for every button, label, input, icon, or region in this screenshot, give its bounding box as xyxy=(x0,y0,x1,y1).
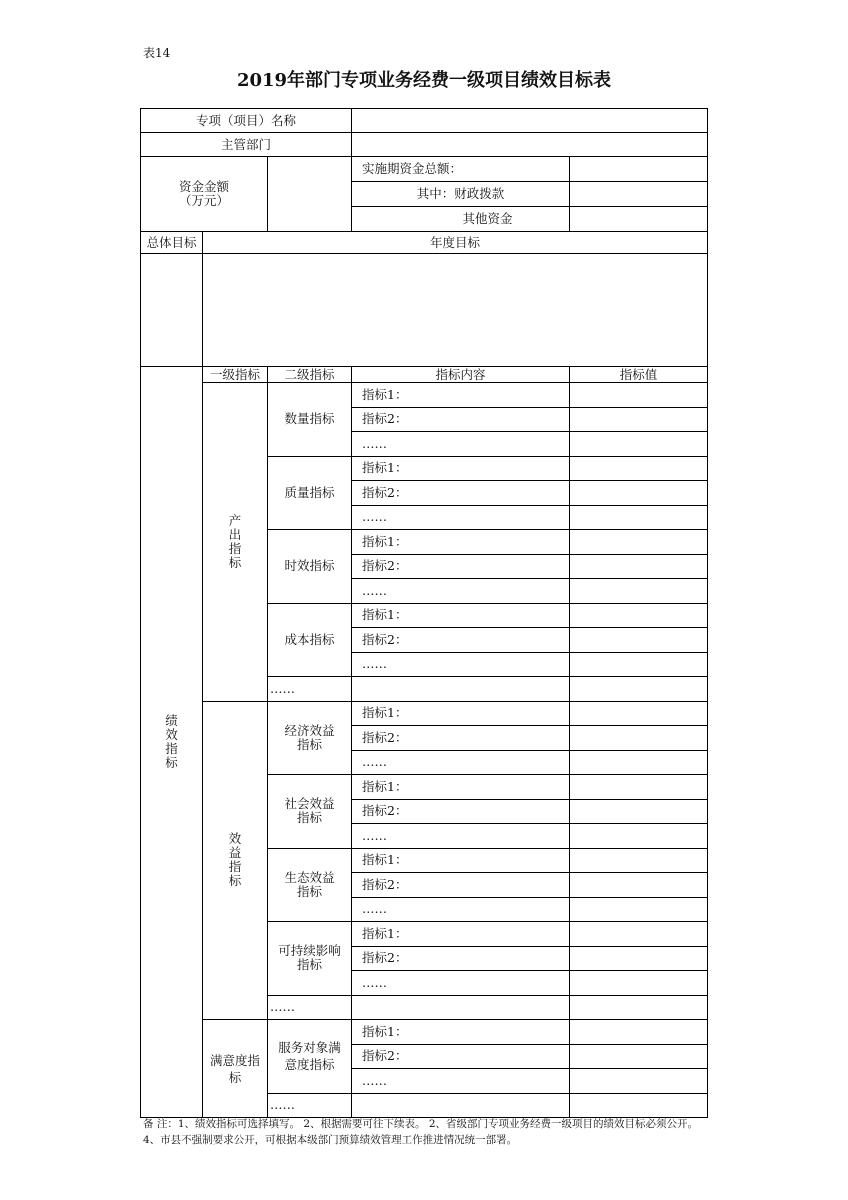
output-indicator-label: 产出指标 xyxy=(203,383,268,702)
social-benefit-label: 社会效益指标 xyxy=(268,775,352,849)
indicator-value-field[interactable] xyxy=(570,726,708,751)
overall-goal-label: 总体目标 xyxy=(141,232,203,254)
funds-other-field[interactable] xyxy=(570,207,708,232)
indicator-item: 指标2： xyxy=(352,799,570,824)
indicator-value-field[interactable] xyxy=(570,530,708,555)
indicator-ellipsis: …… xyxy=(352,1069,570,1094)
funds-total-label: 实施期资金总额： xyxy=(352,157,570,182)
indicator-ellipsis: …… xyxy=(352,432,570,457)
page-title: 2019年部门专项业务经费一级项目绩效目标表 xyxy=(236,70,612,91)
performance-goal-table xyxy=(140,108,708,1118)
sustainable-impact-label: 可持续影响指标 xyxy=(268,922,352,996)
indicator-value-field[interactable] xyxy=(570,1020,708,1045)
funds-amount-field[interactable] xyxy=(268,157,352,232)
indicator-value-field[interactable] xyxy=(570,407,708,432)
indicator-value-field[interactable] xyxy=(570,481,708,506)
indicator-item: 指标2： xyxy=(352,481,570,506)
indicator-item: 指标1： xyxy=(352,383,570,408)
indicator-ellipsis: …… xyxy=(352,971,570,996)
indicator-value-field[interactable] xyxy=(570,775,708,800)
header-level1: 一级指标 xyxy=(203,367,268,383)
header-value: 指标值 xyxy=(570,367,708,383)
funds-total-field[interactable] xyxy=(570,157,708,182)
overall-goal-field[interactable] xyxy=(141,254,203,367)
indicator-item: 指标2： xyxy=(352,946,570,971)
service-satisfaction-label: 服务对象满意度指标 xyxy=(268,1020,352,1094)
ecological-benefit-label: 生态效益指标 xyxy=(268,848,352,922)
indicator-item: 指标1： xyxy=(352,456,570,481)
satisfaction-indicator-label: 满意度指标 xyxy=(203,1020,268,1118)
indicator-value-field[interactable] xyxy=(570,1069,708,1094)
indicator-value-field[interactable] xyxy=(570,432,708,457)
indicator-ellipsis: …… xyxy=(352,505,570,530)
department-label: 主管部门 xyxy=(141,133,352,157)
indicator-item: 指标1： xyxy=(352,775,570,800)
indicator-value-field[interactable] xyxy=(570,652,708,677)
indicator-content-field[interactable] xyxy=(352,1093,570,1118)
funds-other-label: 其他资金 xyxy=(352,207,570,232)
funds-label-main: 资金金额 xyxy=(178,179,229,194)
indicator-value-field[interactable] xyxy=(570,1093,708,1118)
indicator-item: 指标1： xyxy=(352,1020,570,1045)
funds-fiscal-label: 其中：财政拨款 xyxy=(352,182,570,207)
indicator-value-field[interactable] xyxy=(570,848,708,873)
indicator-item: 指标2： xyxy=(352,628,570,653)
indicator-item: 指标1： xyxy=(352,922,570,947)
project-name-field[interactable] xyxy=(352,109,708,133)
indicator-value-field[interactable] xyxy=(570,603,708,628)
indicator-value-field[interactable] xyxy=(570,628,708,653)
department-field[interactable] xyxy=(352,133,708,157)
indicator-ellipsis: …… xyxy=(352,652,570,677)
indicator-content-field[interactable] xyxy=(352,677,570,702)
indicator-value-field[interactable] xyxy=(570,824,708,849)
indicator-value-field[interactable] xyxy=(570,383,708,408)
indicator-ellipsis: …… xyxy=(352,750,570,775)
indicator-value-field[interactable] xyxy=(570,1044,708,1069)
benefit-more-ellipsis: …… xyxy=(268,995,352,1020)
indicator-item: 指标2： xyxy=(352,726,570,751)
indicator-content-field[interactable] xyxy=(352,995,570,1020)
indicator-value-field[interactable] xyxy=(570,579,708,604)
performance-indicator-label: 绩效指标 xyxy=(141,367,203,1118)
timeliness-indicator-label: 时效指标 xyxy=(268,530,352,604)
indicator-item: 指标1： xyxy=(352,701,570,726)
indicator-value-field[interactable] xyxy=(570,505,708,530)
funds-label xyxy=(141,157,268,232)
indicator-value-field[interactable] xyxy=(570,873,708,898)
indicator-item: 指标1： xyxy=(352,530,570,555)
header-level2: 二级指标 xyxy=(268,367,352,383)
indicator-value-field[interactable] xyxy=(570,456,708,481)
indicator-value-field[interactable] xyxy=(570,946,708,971)
indicator-value-field[interactable] xyxy=(570,750,708,775)
indicator-item: 指标1： xyxy=(352,603,570,628)
header-content: 指标内容 xyxy=(352,367,570,383)
indicator-item: 指标2： xyxy=(352,1044,570,1069)
indicator-value-field[interactable] xyxy=(570,971,708,996)
quality-indicator-label: 质量指标 xyxy=(268,456,352,530)
indicator-value-field[interactable] xyxy=(570,677,708,702)
quantity-indicator-label: 数量指标 xyxy=(268,383,352,457)
indicator-value-field[interactable] xyxy=(570,799,708,824)
indicator-item: 指标2： xyxy=(352,554,570,579)
indicator-value-field[interactable] xyxy=(570,554,708,579)
funds-label-unit: （万元） xyxy=(178,193,229,208)
footnote: 备 注：1、绩效指标可选择填写。 2、根据需要可往下续表。 2、省级部门专项业务经费一级项目的绩效目标必须公开。4、市县不强制要求公开，可根据本级部门预算绩效管理工作推进情况统一部署。 xyxy=(143,1118,699,1146)
cost-indicator-label: 成本指标 xyxy=(268,603,352,677)
indicator-ellipsis: …… xyxy=(352,897,570,922)
indicator-item: 指标1： xyxy=(352,848,570,873)
indicator-item: 指标2： xyxy=(352,873,570,898)
funds-fiscal-field[interactable] xyxy=(570,182,708,207)
indicator-value-field[interactable] xyxy=(570,995,708,1020)
economic-benefit-label: 经济效益指标 xyxy=(268,701,352,775)
indicator-ellipsis: …… xyxy=(352,824,570,849)
satisfaction-more-ellipsis: …… xyxy=(268,1093,352,1118)
annual-goal-field[interactable] xyxy=(203,254,708,367)
project-name-label: 专项（项目）名称 xyxy=(141,109,352,133)
benefit-indicator-label: 效益指标 xyxy=(203,701,268,1020)
indicator-ellipsis: …… xyxy=(352,579,570,604)
indicator-value-field[interactable] xyxy=(570,897,708,922)
indicator-value-field[interactable] xyxy=(570,922,708,947)
output-more-ellipsis: …… xyxy=(268,677,352,702)
indicator-item: 指标2： xyxy=(352,407,570,432)
annual-goal-label: 年度目标 xyxy=(203,232,708,254)
indicator-value-field[interactable] xyxy=(570,701,708,726)
table-number: 表14 xyxy=(143,46,171,60)
